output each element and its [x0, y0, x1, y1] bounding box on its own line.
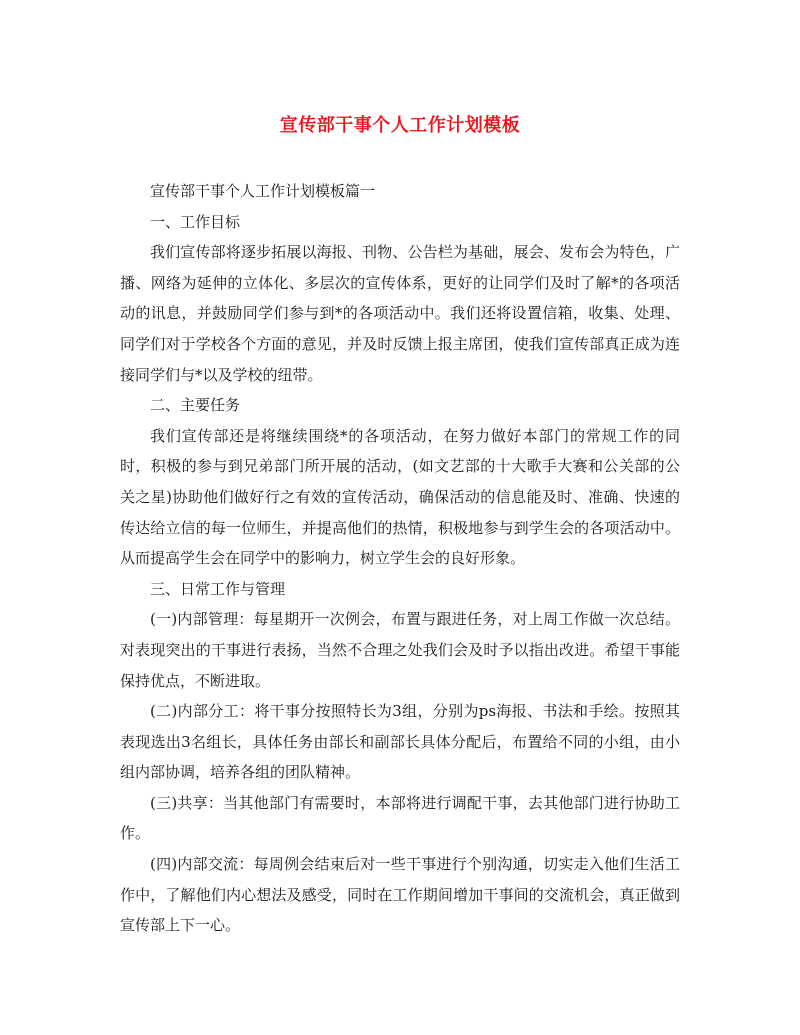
section-heading-work-goals: 一、工作目标	[150, 212, 241, 231]
section-heading-plan-part-one: 宣传部干事个人工作计划模板篇一	[150, 182, 376, 200]
paragraph-work-goals: 我们宣传部将逐步拓展以海报、刊物、公告栏为基础，展会、发布会为特色，广播、网络为延伸的立体化、多层次的宣传体系，更好的让同学们及时了解*的各项活动的讯息，并鼓励同学们参与到*的各项活动中。我们还将设置信箱，收集、处理、同学们对于学校各个方面的意见，并及时反馈上报主席团，使我们宣传部真正成为连接同学们与*以及学校的纽带。	[120, 243, 680, 384]
paragraph-main-tasks: 我们宣传部还是将继续围绕*的各项活动，在努力做好本部门的常规工作的同时，积极的参与到兄弟部门所开展的活动，(如文艺部的十大歌手大赛和公关部的公关之星)协助他们做好行之有效的宣传活动，确保活动的信息能及时、准确、快速的传达给立信的每一位师生，并提高他们的热情，积极地参与到学生会的各项活动中。从而提高学生会在同学中的影响力，树立学生会的良好形象。	[120, 426, 680, 568]
paragraph-sharing: (三)共享：当其他部门有需要时，本部将进行调配干事，去其他部门进行协助工作。	[120, 793, 680, 843]
paragraph-internal-division: (二)内部分工：将干事分按照特长为3组，分别为ps海报、书法和手绘。按照其表现选出3名组长，具体任务由部长和副部长具体分配后，布置给不同的小组，由小组内部协调，培养各组的团队精神。	[120, 702, 680, 782]
section-heading-daily-management: 三、日常工作与管理	[150, 579, 286, 598]
section-heading-main-tasks: 二、主要任务	[150, 396, 241, 415]
paragraph-internal-management: (一)内部管理：每星期开一次例会，布置与跟进任务，对上周工作做一次总结。对表现突出的干事进行表扬，当然不合理之处我们会及时予以指出改进。希望干事能保持优点，不断进取。	[120, 610, 680, 690]
document-title: 宣传部干事个人工作计划模板	[279, 115, 521, 136]
paragraph-internal-communication: (四)内部交流：每周例会结束后对一些干事进行个别沟通，切实走入他们生活工作中，了解他们内心想法及感受，同时在工作期间增加干事间的交流机会，真正做到宣传部上下一心。	[120, 855, 680, 935]
document-body	[120, 176, 680, 941]
